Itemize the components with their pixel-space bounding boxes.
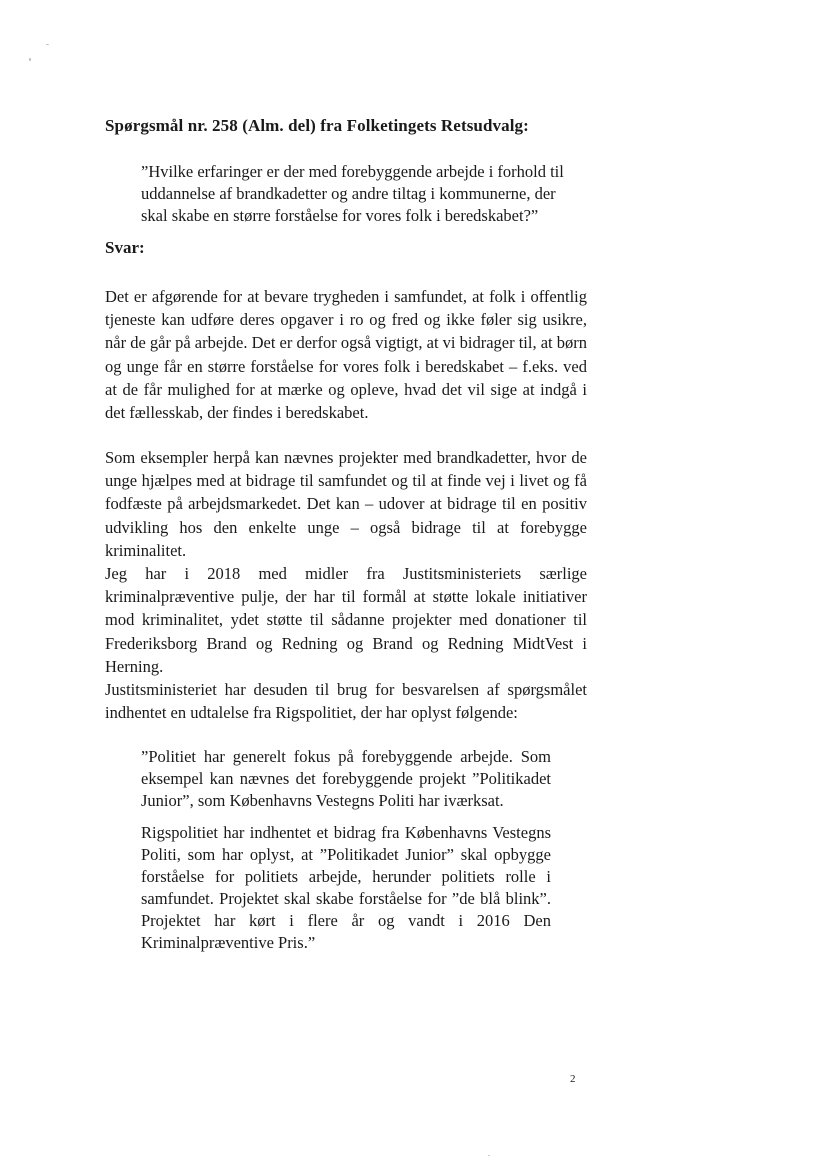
scan-speck (46, 44, 49, 45)
answer-paragraph: Det er afgørende for at bevare trygheden i samfundet, at folk i offentlig tjeneste kan udføre deres opgaver i ro og fred og ikke føler sig usikre, når de går på arbejde. Det er derfor også vigtigt, at vi bidrager til, at børn og unge får en større forståelse for vores folk i beredskabet – f.eks. ved at de får mulighed for at mærke og opleve, hvad det vil sige at indgå i det fællesskab, der findes i beredskabet. (105, 287, 587, 423)
answer-paragraph: Justitsministeriet har desuden til brug for besvarelsen af spørgsmålet indhentet en udtalelse fra Rigspolitiet, der har oplyst følgende: (105, 680, 587, 723)
answer-paragraph: Som eksempler herpå kan nævnes projekter med brandkadetter, hvor de unge hjælpes med at bidrage til samfundet og til at finde vej i livet og få fodfæste på arbejdsmarkedet. Det kan – udover at bidrage til en positiv udvikling hos den enkelte unge – også bidrage til at forebygge kriminalitet. (105, 448, 587, 560)
quoted-statement-paragraph: Rigspolitiet har indhentet et bidrag fra Københavns Vestegns Politi, som har oplyst, at ”Politikadet Junior” skal opbygge forståelse for politiets arbejde, herunder politiets rolle i samfundet. Projektet skal skabe forståelse for ”de blå blink”. Projektet har kørt i flere år og vandt i 2016 Den Kriminalpræventive Pris.” (141, 823, 551, 952)
scan-speck (29, 58, 31, 61)
question-heading: Spørgsmål nr. 258 (Alm. del) fra Folketingets Retsudvalg: (105, 116, 529, 135)
scan-speck (488, 1155, 490, 1156)
page-number: 2 (570, 1073, 576, 1085)
answer-label: Svar: (105, 238, 145, 257)
quoted-statement-paragraph: ”Politiet har generelt fokus på forebyggende arbejde. Som eksempel kan nævnes det forebyggende projekt ”Politikadet Junior”, som Københavns Vestegns Politi har iværksat. (141, 747, 551, 810)
question-quote: ”Hvilke erfaringer er der med forebyggende arbejde i forhold til uddannelse af brandkadetter og andre tiltag i kommunerne, der skal skabe en større forståelse for vores folk i beredskabet?” (141, 162, 564, 225)
answer-paragraph: Jeg har i 2018 med midler fra Justitsministeriets særlige kriminalpræventive pulje, der har til formål at støtte lokale initiativer mod kriminalitet, ydet støtte til sådanne projekter med donationer til Frederiksborg Brand og Redning og Brand og Redning MidtVest i Herning. (105, 564, 587, 676)
